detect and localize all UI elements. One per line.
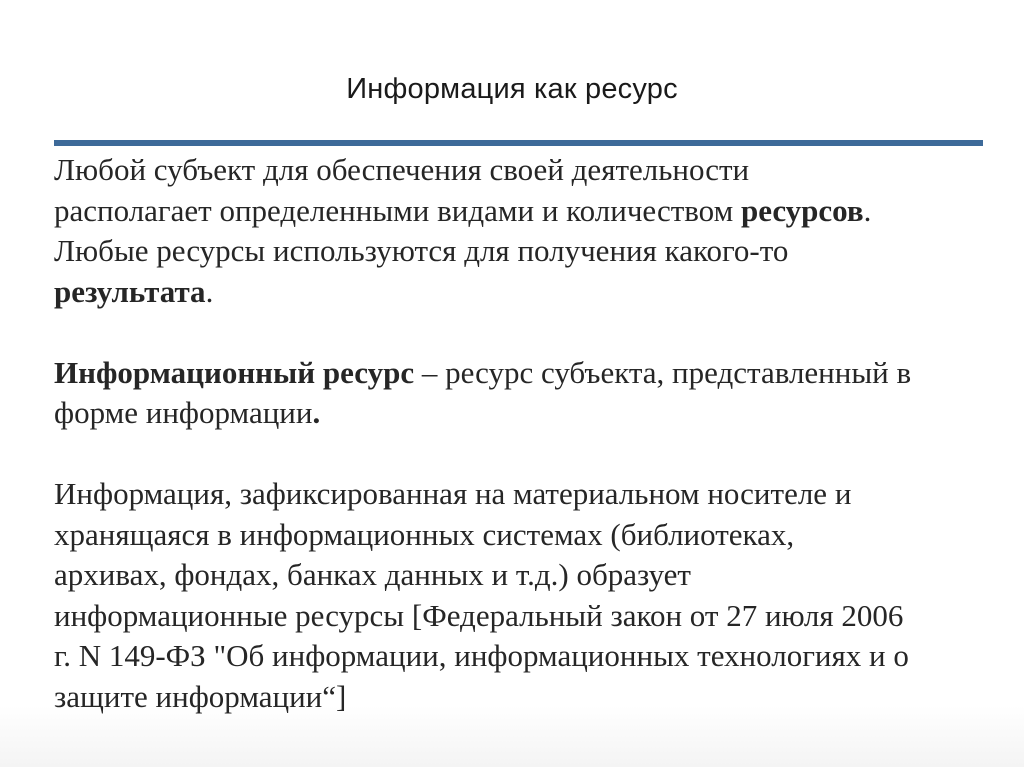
paragraph-law-citation [54, 474, 1004, 717]
paragraph-line: располагает определенными видами и количеством [54, 192, 741, 228]
definition-text: – ресурс субъекта, представленный в [414, 354, 912, 390]
paragraph-line: Любые ресурсы используются для получения какого-то [54, 233, 789, 268]
bold-term-resources: ресурсов [740, 192, 864, 228]
slide-body [54, 150, 1004, 717]
paragraph-line: информационные ресурсы [Федеральный закон от 27 июля 2006 [54, 597, 904, 633]
paragraph-resources [54, 150, 1004, 312]
punctuation: . [312, 395, 321, 430]
paragraph-line: защите информации“] [54, 678, 347, 714]
punctuation: . [863, 192, 872, 228]
bold-term-result: результата [54, 273, 206, 309]
definition-text: форме информации [54, 395, 313, 430]
slide-title: Информация как ресурс [346, 73, 678, 105]
paragraph-line: Информация, зафиксированная на материальном носителе и [54, 476, 852, 511]
bold-term-information-resource: Информационный ресурс [54, 354, 415, 390]
paragraph-line: г. N 149-ФЗ "Об информации, информационных технологиях и о [54, 638, 909, 673]
paragraph-definition [54, 353, 1004, 434]
punctuation: . [205, 273, 214, 309]
paragraph-line: архивах, фондах, банках данных и т.д.) образует [54, 557, 691, 592]
paragraph-line: хранящаяся в информационных системах (библиотеках, [54, 516, 795, 552]
title-divider [54, 140, 983, 146]
paragraph-line: Любой субъект для обеспечения своей деятельности [54, 152, 750, 187]
